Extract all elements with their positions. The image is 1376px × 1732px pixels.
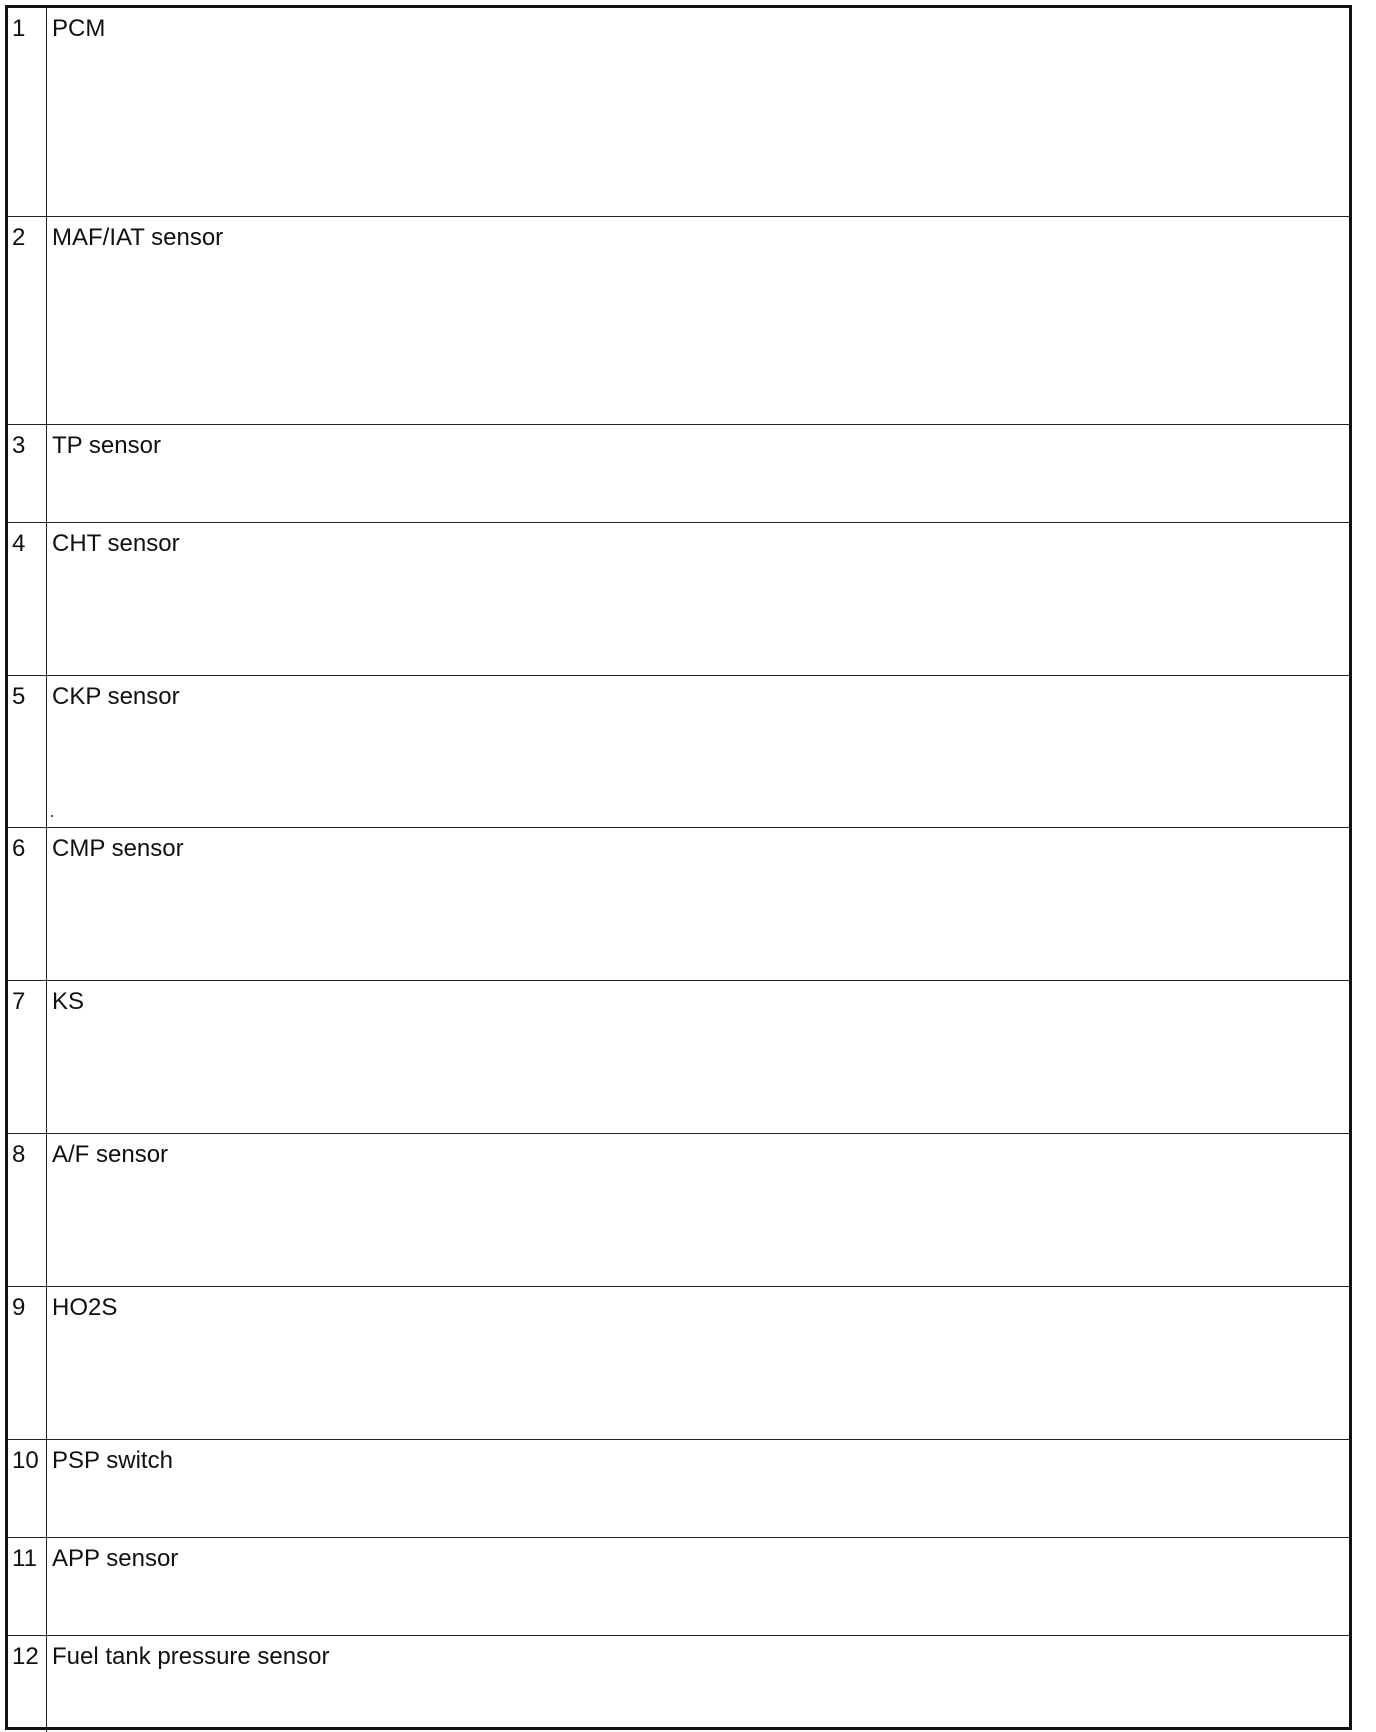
component-name: PSP switch [52,1446,173,1474]
table-row [8,1133,1349,1286]
component-name-cell [47,1286,1350,1439]
row-number: 1 [12,15,26,42]
table-row [8,522,1349,675]
component-name-cell [47,980,1350,1133]
component-name: PCM [52,15,106,42]
component-name: MAF/IAT sensor [52,223,224,251]
component-name-cell [47,675,1350,827]
component-name: KS [52,987,85,1015]
component-name: Fuel tank pressure sensor [52,1642,330,1670]
table-row [8,1439,1349,1537]
row-number-cell [8,216,47,424]
row-number: 5 [12,682,26,710]
component-name-cell [47,1537,1350,1635]
row-number-cell [8,1537,47,1635]
component-name: APP sensor [52,1544,179,1572]
component-name: CMP sensor [52,834,184,862]
row-number-cell [8,1439,47,1537]
component-name-cell [47,8,1350,216]
row-number-cell [8,1133,47,1286]
table-row [8,8,1349,216]
row-number: 2 [12,223,26,251]
row-number-cell [8,522,47,675]
table-row [8,216,1349,424]
component-name-cell [47,1439,1350,1537]
row-number: 12 [12,1642,39,1670]
component-name-cell [47,1635,1350,1732]
row-number-cell [8,827,47,980]
component-name: HO2S [52,1293,118,1321]
table-row [8,980,1349,1133]
component-name: TP sensor [52,431,161,459]
row-number-cell [8,424,47,522]
row-number-cell [8,675,47,827]
parts-legend-table [8,8,1349,1732]
row-number: 7 [12,987,26,1015]
table-row [8,424,1349,522]
row-number: 10 [12,1446,39,1474]
component-name: CHT sensor [52,529,180,557]
table-row [8,1286,1349,1439]
component-name-cell [47,216,1350,424]
component-name-cell [47,827,1350,980]
row-number: 3 [12,431,26,459]
row-number-cell [8,1286,47,1439]
table-row [8,1537,1349,1635]
row-number-cell [8,1635,47,1732]
component-name-cell [47,1133,1350,1286]
component-name-cell [47,522,1350,675]
component-name-cell [47,424,1350,522]
row-number: 6 [12,834,26,862]
row-number: 9 [12,1293,26,1321]
component-name: A/F sensor [52,1140,169,1168]
scan-speck [51,815,53,817]
table-row [8,675,1349,827]
row-number: 11 [12,1544,37,1572]
row-number: 8 [12,1140,26,1168]
parts-legend-table-frame [5,5,1352,1730]
table-row [8,1635,1349,1732]
row-number-cell [8,8,47,216]
table-row [8,827,1349,980]
component-name: CKP sensor [52,682,180,710]
row-number-cell [8,980,47,1133]
row-number: 4 [12,529,26,557]
